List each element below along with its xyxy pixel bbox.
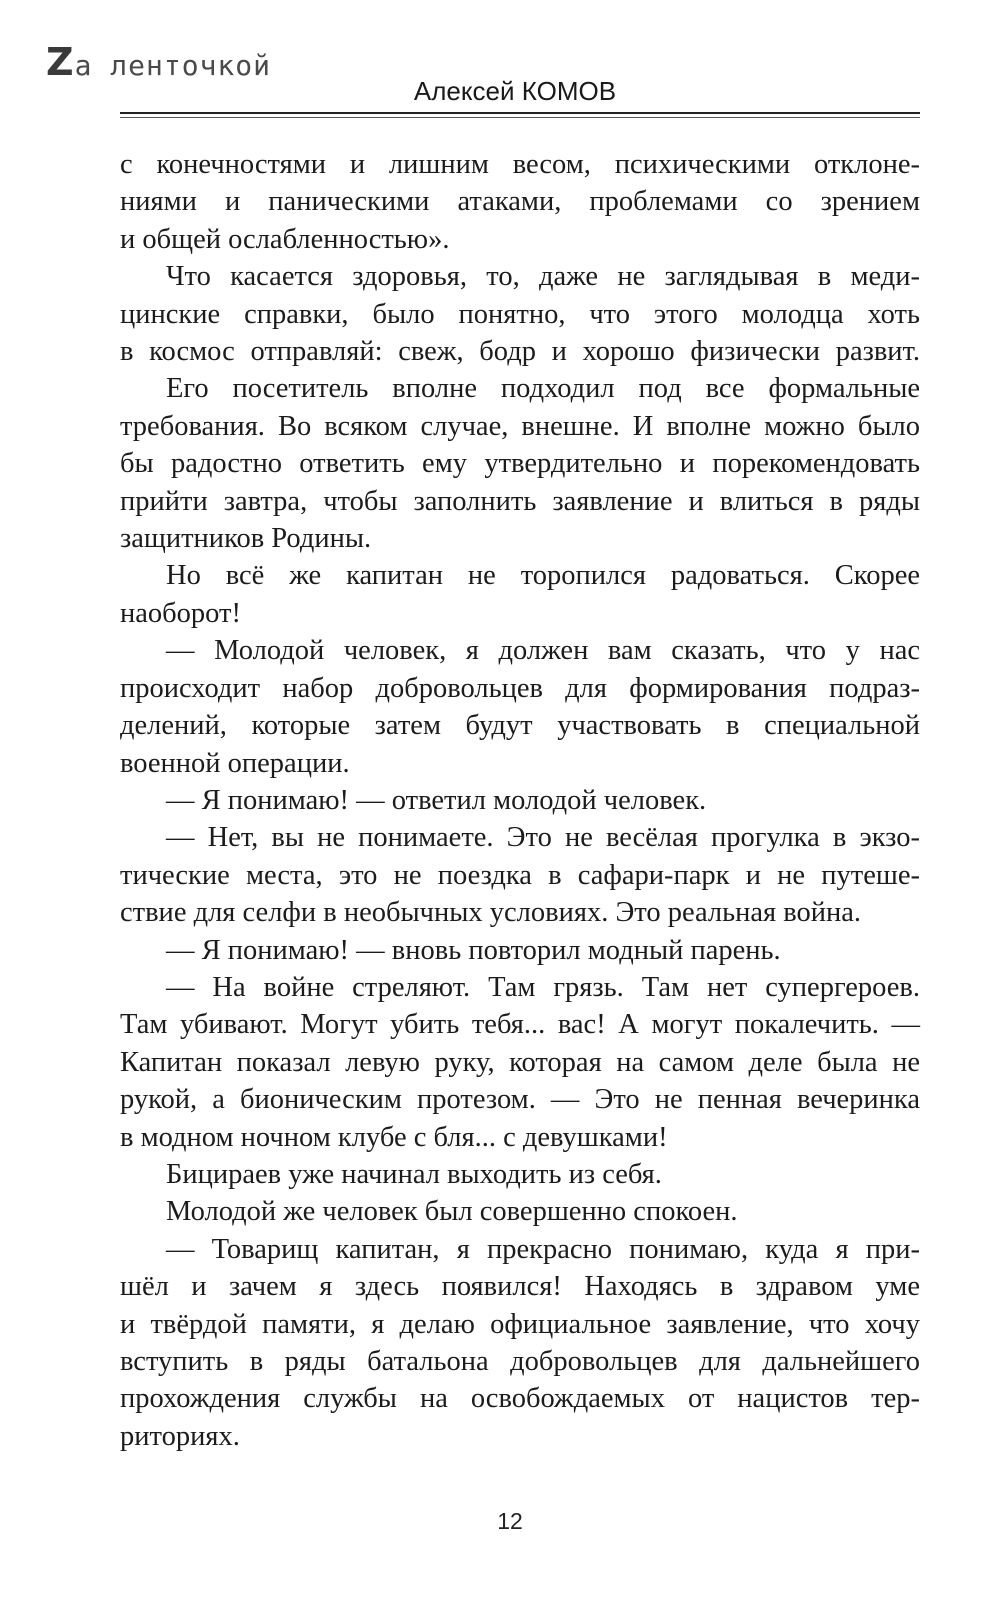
text-line: цинские справки, было понятно, что этого молодца хоть	[120, 298, 920, 330]
text-line: защитников Родины.	[120, 523, 372, 555]
text-line: Его посетитель вполне подходил под все формальные	[166, 373, 920, 405]
text-line: Молодой же человек был совершенно спокоен.	[166, 1196, 738, 1228]
text-line: Что касается здоровья, то, даже не заглядывая в меди-	[166, 261, 920, 293]
author-name: Алексей КОМОВ	[413, 76, 617, 106]
page-number: 12	[497, 1508, 523, 1534]
text-line: в модном ночном клубе с бля... с девушками!	[120, 1121, 668, 1153]
series-title-rest: а ленточкой	[74, 49, 271, 82]
series-title-z: Z	[46, 40, 75, 84]
text-line: прийти завтра, чтобы заполнить заявление и влиться в ряды	[120, 485, 920, 517]
text-line: риториях.	[120, 1420, 240, 1452]
text-line: — Я понимаю! — ответил молодой человек.	[166, 784, 707, 816]
text-line: — Товарищ капитан, я прекрасно понимаю, куда я при-	[166, 1233, 920, 1265]
text-line: бы радостно ответить ему утвердительно и порекомендовать	[120, 448, 920, 480]
text-line: с конечностями и лишним весом, психическими отклоне-	[120, 149, 920, 180]
text-line: ствие для селфи в необычных условиях. Это реальная война.	[120, 897, 861, 929]
text-line: в космос отправляй: свеж, бодр и хорошо физически развит.	[120, 336, 920, 368]
text-line: ниями и паническими атаками, проблемами со зрением	[120, 186, 920, 218]
series-title	[46, 40, 271, 84]
header-rule	[120, 112, 920, 114]
text-line: рукой, а бионическим протезом. — Это не пенная вечеринка	[120, 1084, 920, 1116]
header-rule-thin	[120, 117, 920, 118]
text-line: Капитан показал левую руку, которая на самом деле была не	[120, 1046, 920, 1078]
text-line: — Нет, вы не понимаете. Это не весёлая прогулка в экзо-	[166, 822, 920, 854]
text-line: военной операции.	[120, 747, 350, 779]
text-line: шёл и зачем я здесь появился! Находясь в здравом уме	[120, 1271, 920, 1303]
text-line: — Молодой человек, я должен вам сказать, что у нас	[166, 635, 920, 667]
text-line: вступить в ряды батальона добровольцев для дальнейшего	[120, 1346, 920, 1377]
text-line: — На войне стреляют. Там грязь. Там нет супергероев.	[166, 971, 920, 1003]
text-line: наоборот!	[120, 597, 241, 629]
body-text	[120, 146, 920, 1455]
text-line: Там убивают. Могут убить тебя... вас! А могут покалечить. —	[120, 1009, 920, 1041]
text-line: Но всё же капитан не торопился радоваться. Скорее	[166, 560, 920, 592]
text-line: делений, которые затем будут участвовать в специальной	[120, 710, 920, 742]
text-line: требования. Во всяком случае, внешне. И вполне можно было	[120, 410, 920, 442]
text-line: тические места, это не поездка в сафари-парк и не путеше-	[120, 859, 920, 891]
text-line: и твёрдой памяти, я делаю официальное заявление, что хочу	[120, 1308, 920, 1340]
text-line: происходит набор добровольцев для формирования подраз-	[120, 672, 920, 704]
text-line: — Я понимаю! — вновь повторил модный парень.	[166, 934, 781, 966]
text-line: прохождения службы на освобождаемых от нацистов тер-	[120, 1383, 920, 1415]
text-line: Бицираев уже начинал выходить из себя.	[166, 1158, 662, 1190]
text-line: и общей ослабленностью».	[120, 223, 450, 255]
